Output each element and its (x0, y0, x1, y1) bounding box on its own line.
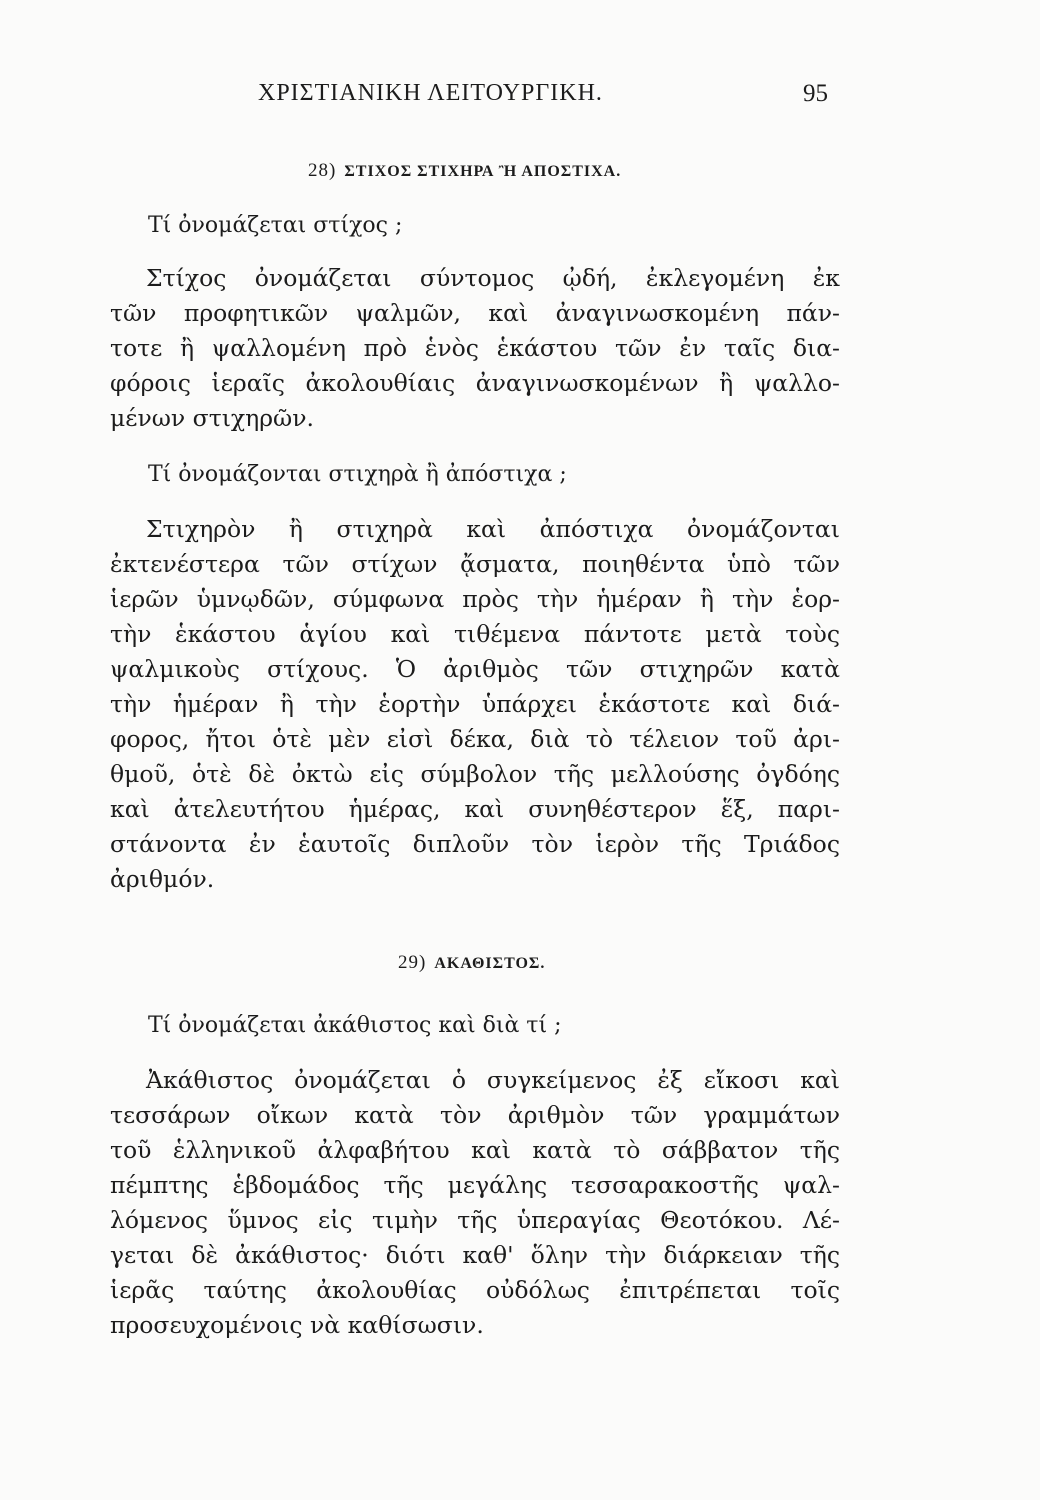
section-heading-29 (398, 952, 545, 974)
text-line: τὴν ἑκάστου ἁγίου καὶ τιθέμενα πάντοτε μετὰ τοὺς (110, 620, 840, 648)
text-line: τῶν προφητικῶν ψαλμῶν, καὶ ἀναγινωσκομένη πάν- (110, 299, 840, 327)
text-line: Ἀκάθιστος ὀνομάζεται ὁ συγκείμενος ἐξ εἴκοσι καὶ (146, 1066, 840, 1094)
question-akathistos: Τί ὀνομάζεται ἀκάθιστος καὶ διὰ τί ; (148, 1013, 562, 1038)
text-line: στάνοντα ἐν ἑαυτοῖς διπλοῦν τὸν ἱερὸν τῆς Τριάδος (110, 830, 840, 858)
text-line: Στίχος ὀνομάζεται σύντομος ᾠδή, ἐκλεγομένη ἐκ (146, 264, 840, 292)
answer-stichera (110, 512, 840, 897)
running-title: ΧΡΙΣΤΙΑΝΙΚΗ ΛΕΙΤΟΥΡΓΙΚΗ. (258, 80, 603, 106)
text-line: φορος, ἤτοι ὁτὲ μὲν εἰσὶ δέκα, διὰ τὸ τέλειον τοῦ ἀρι- (110, 725, 840, 753)
text-line: ἱερᾶς ταύτης ἀκολουθίας οὐδόλως ἐπιτρέπεται τοῖς (110, 1276, 840, 1304)
text-line: προσευχομένοις νὰ καθίσωσιν. (110, 1311, 484, 1339)
text-line: μένων στιχηρῶν. (110, 404, 314, 432)
text-line: ἐκτενέστερα τῶν στίχων ᾄσματα, ποιηθέντα ὑπὸ τῶν (110, 550, 840, 578)
text-line: γεται δὲ ἀκάθιστος· διότι καθ' ὅλην τὴν διάρκειαν τῆς (110, 1241, 840, 1269)
text-line: ἱερῶν ὑμνῳδῶν, σύμφωνα πρὸς τὴν ἡμέραν ἢ τὴν ἑορ- (110, 585, 840, 613)
section-number: 29) (398, 952, 427, 973)
text-line: θμοῦ, ὁτὲ δὲ ὀκτὼ εἰς σύμβολον τῆς μελλούσης ὀγδόης (110, 760, 840, 788)
text-line: ἀριθμόν. (110, 865, 215, 893)
section-title: ΑΚΑΘΙΣΤΟΣ. (434, 955, 546, 972)
text-line: ψαλμικοὺς στίχους. Ὁ ἀριθμὸς τῶν στιχηρῶν κατὰ (110, 655, 840, 683)
text-line: λόμενος ὕμνος εἰς τιμὴν τῆς ὑπεραγίας Θεοτόκου. Λέ- (110, 1206, 840, 1234)
text-line: τὴν ἡμέραν ἢ τὴν ἑορτὴν ὑπάρχει ἑκάστοτε καὶ διά- (110, 690, 840, 718)
text-line: τοτε ἢ ψαλλομένη πρὸ ἑνὸς ἑκάστου τῶν ἐν ταῖς δια- (110, 334, 840, 362)
text-line: καὶ ἀτελευτήτου ἡμέρας, καὶ συνηθέστερον ἕξ, παρι- (110, 795, 840, 823)
text-line: τεσσάρων οἴκων κατὰ τὸν ἀριθμὸν τῶν γραμμάτων (110, 1101, 840, 1129)
text-line: φόροις ἱεραῖς ἀκολουθίαις ἀναγινωσκομένων ἢ ψαλλο- (110, 369, 840, 397)
answer-stichos (110, 261, 840, 436)
text-line: πέμπτης ἑβδομάδος τῆς μεγάλης τεσσαρακοστῆς ψαλ- (110, 1171, 840, 1199)
question-stichos: Τί ὀνομάζεται στίχος ; (148, 213, 403, 238)
answer-akathistos (110, 1063, 840, 1343)
text-line: τοῦ ἑλληνικοῦ ἀλφαβήτου καὶ κατὰ τὸ σάββατον τῆς (110, 1136, 840, 1164)
section-heading-28 (308, 160, 621, 182)
page-header (258, 80, 828, 116)
section-title: ΣΤΙΧΟΣ ΣΤΙΧΗΡΑ Ἢ ΑΠΟΣΤΙΧΑ. (344, 163, 622, 180)
section-number: 28) (308, 160, 337, 181)
text-line: Στιχηρὸν ἢ στιχηρὰ καὶ ἀπόστιχα ὀνομάζονται (146, 515, 840, 543)
question-stichera: Τί ὀνομάζονται στιχηρὰ ἢ ἀπόστιχα ; (148, 462, 567, 487)
page-number: 95 (803, 80, 828, 107)
